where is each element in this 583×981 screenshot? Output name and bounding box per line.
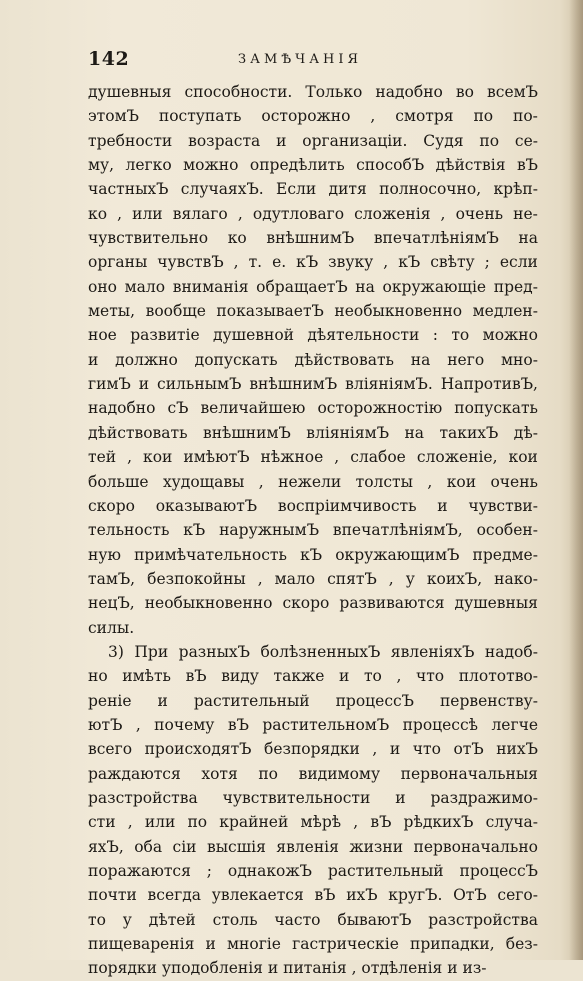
word: кЪ — [296, 253, 319, 272]
word: легче — [491, 715, 538, 734]
word: гимЪ — [88, 375, 131, 394]
word: воспріимчивость — [277, 496, 417, 515]
word: припадки, — [410, 935, 495, 954]
word: случаяхЪ. — [180, 180, 264, 199]
word: и — [437, 496, 448, 515]
word: то — [363, 667, 382, 686]
word: пред- — [493, 277, 538, 296]
word: безпокойны — [147, 569, 246, 588]
word: больше — [88, 472, 149, 491]
word: реніе — [88, 691, 132, 710]
word: кои — [143, 448, 173, 467]
word: При — [134, 642, 169, 661]
word: способности. — [184, 83, 293, 101]
word: всемЪ — [487, 83, 538, 101]
text-line — [88, 250, 538, 274]
word: наружнымЪ — [219, 521, 320, 540]
text-line — [88, 835, 538, 859]
word: очень — [490, 472, 538, 491]
text-line — [88, 226, 538, 250]
text-line — [88, 689, 538, 713]
word: , — [383, 253, 389, 272]
word: этомЪ — [88, 107, 139, 126]
word: , — [353, 813, 359, 832]
text-line — [88, 786, 538, 810]
word: вЪ — [516, 156, 538, 175]
word: , — [117, 204, 123, 223]
word: , — [233, 253, 239, 272]
word: душевныя — [454, 594, 538, 613]
word: необыкновенно — [334, 302, 463, 321]
text-line — [88, 177, 538, 201]
word: мало — [124, 277, 166, 296]
word: дѣ- — [513, 423, 538, 442]
word: ную — [88, 545, 121, 564]
word: тей — [88, 448, 117, 467]
word: раздражимо- — [430, 788, 538, 807]
word: и — [157, 691, 168, 710]
word: также — [273, 667, 325, 686]
word: смотря — [395, 107, 454, 126]
word: е. — [272, 253, 287, 272]
word: явленія — [276, 837, 339, 856]
text-line — [88, 323, 538, 347]
word: и — [395, 788, 406, 807]
word: можно — [482, 326, 538, 345]
text-line — [88, 153, 538, 177]
text-line — [88, 470, 538, 494]
word: органы — [88, 253, 148, 272]
word: обращаетЪ — [256, 277, 348, 296]
word: ко — [227, 229, 247, 248]
word: , — [334, 448, 340, 467]
text-line — [88, 445, 538, 469]
text-line — [88, 396, 538, 420]
word: процессЪ — [459, 862, 538, 880]
word: Если — [276, 180, 317, 199]
word: дѣйствовать — [88, 423, 188, 442]
word: безпорядки — [264, 740, 360, 759]
word: НапротивЪ, — [440, 375, 538, 394]
word: всегда — [147, 886, 202, 905]
text-line — [88, 932, 538, 956]
word: сложенія — [354, 204, 431, 223]
word: сЪ — [167, 399, 189, 418]
text-line — [88, 80, 538, 104]
word: , — [440, 204, 446, 223]
running-head: ЗАМѢЧАНІЯ — [238, 52, 363, 67]
word: Судя — [423, 131, 464, 150]
text-line — [88, 762, 538, 786]
word: поражаются — [88, 862, 191, 880]
word: разстройства — [88, 788, 198, 807]
word: впечатлѣніямЪ, — [332, 521, 463, 540]
word: , — [372, 740, 378, 759]
word: надобно — [375, 83, 443, 101]
word: то — [88, 910, 106, 929]
word: ихЪ — [346, 886, 378, 905]
word: частныхЪ — [88, 180, 169, 199]
word: разстройства — [428, 910, 538, 929]
word: мѣрѣ — [300, 813, 342, 832]
word: 3) — [108, 642, 124, 661]
word: вниманія — [172, 277, 249, 296]
word: оказываютЪ — [155, 496, 258, 515]
word: чувстви- — [468, 496, 538, 515]
page-number: 142 — [88, 48, 130, 70]
text-line — [88, 664, 538, 688]
word: не- — [513, 204, 538, 223]
word: без- — [505, 935, 538, 954]
word: мно- — [501, 350, 538, 369]
word: ютЪ — [88, 715, 123, 734]
word: первоначально — [413, 837, 538, 856]
word: , — [370, 107, 376, 126]
word: толсты — [355, 472, 413, 491]
word: поступать — [158, 107, 242, 126]
word: имѣютЪ — [183, 448, 250, 467]
word: на — [404, 423, 425, 442]
word: осторожно — [261, 107, 351, 126]
word: кои — [508, 448, 538, 467]
text-line — [88, 737, 538, 761]
word: попускать — [454, 399, 538, 418]
word: у — [405, 569, 415, 588]
word: растительный — [327, 862, 444, 880]
text-line — [88, 129, 538, 153]
word: однакожЪ — [227, 862, 312, 880]
word: дитя — [328, 180, 367, 199]
word: у — [122, 910, 132, 929]
word: впечатлѣніямЪ — [373, 229, 499, 248]
word: на — [518, 229, 538, 248]
word: кругЪ. — [388, 886, 443, 905]
word: дѣтей — [148, 910, 196, 929]
word: и — [339, 667, 350, 686]
text-line — [88, 859, 538, 883]
word: и — [276, 131, 287, 150]
word: такихЪ — [439, 423, 499, 442]
word: коихЪ, — [426, 569, 483, 588]
word: дѣятельности — [307, 326, 420, 345]
word: раждаются — [88, 764, 181, 783]
text-line — [88, 518, 538, 542]
text-line — [88, 202, 538, 226]
word: , — [396, 667, 402, 686]
word: по — [258, 764, 279, 783]
word: во — [455, 83, 474, 101]
word: медлен- — [472, 302, 538, 321]
word: требности — [88, 131, 173, 150]
word: , — [257, 569, 263, 588]
word: происходятЪ — [144, 740, 252, 759]
word: по — [479, 131, 500, 150]
text-line — [88, 299, 538, 323]
word: кЪ — [300, 545, 323, 564]
word: высшія — [206, 837, 266, 856]
text-line — [88, 104, 538, 128]
word: видимому — [298, 764, 381, 783]
word: особен- — [476, 521, 538, 540]
word: разныхЪ — [178, 642, 250, 661]
word: кои — [446, 472, 477, 491]
word: кЪ — [183, 521, 206, 540]
word: надоб- — [484, 642, 538, 661]
word: дѣйствія — [435, 156, 506, 175]
word: тамЪ, — [88, 569, 136, 588]
word: развитіе — [130, 326, 200, 345]
word: почему — [154, 715, 215, 734]
text-line — [88, 908, 538, 932]
word: легко — [125, 156, 172, 175]
word: можно — [183, 156, 239, 175]
word: часто — [274, 910, 321, 929]
word: организаціи. — [302, 131, 408, 150]
text-line — [88, 810, 538, 834]
word: се- — [514, 131, 538, 150]
word: на — [410, 350, 431, 369]
word: вліяніямЪ. — [345, 375, 433, 394]
word: очень — [455, 204, 504, 223]
word: душевной — [213, 326, 294, 345]
word: вЪ — [370, 813, 392, 832]
word: ; — [206, 862, 212, 880]
word: крѣп- — [493, 180, 538, 199]
word: имѣть — [122, 667, 171, 686]
word: сіи — [172, 837, 197, 856]
word: растительный — [193, 691, 310, 710]
word: необыкновенно — [144, 594, 273, 613]
text-line — [88, 567, 538, 591]
text-line: порядки уподобленія и питанія , отдѣленія и из- — [88, 959, 487, 978]
word: нако- — [494, 569, 538, 588]
text-line — [88, 883, 538, 907]
word: хотя — [201, 764, 238, 783]
word: или — [132, 204, 163, 223]
word: внѣшнимЪ — [202, 423, 291, 442]
word: надобно — [88, 399, 156, 418]
word: рѣдкихЪ — [403, 813, 474, 832]
word: дѣйствовать — [294, 350, 394, 369]
word: плототво- — [458, 667, 538, 686]
text-line — [88, 543, 538, 567]
word: , — [127, 813, 133, 832]
word: процессЪ — [335, 691, 414, 710]
word: примѣчательность — [134, 545, 287, 564]
word: первоначальныя — [400, 764, 538, 783]
word: и — [88, 350, 99, 369]
word: болѣзненныхЪ — [260, 642, 381, 661]
word: , — [258, 472, 264, 491]
word: него — [447, 350, 485, 369]
text-line — [88, 591, 538, 615]
word: растительномЪ — [262, 715, 390, 734]
word: явленіяхЪ — [390, 642, 475, 661]
word: гастрическіе — [292, 935, 399, 954]
word: виду — [221, 667, 259, 686]
word: увлекается — [211, 886, 304, 905]
word: чувствительно — [88, 229, 209, 248]
text-line — [88, 372, 538, 396]
word: нихЪ — [496, 740, 538, 759]
word: внѣшнимЪ — [266, 229, 355, 248]
page-header — [88, 48, 518, 74]
word: вЪ — [185, 667, 207, 686]
word: и — [205, 935, 216, 954]
word: слабое — [350, 448, 406, 467]
word: на — [355, 277, 375, 296]
word: осторожностію — [317, 399, 443, 418]
word: первенству- — [439, 691, 538, 710]
word: по- — [513, 107, 538, 126]
word: по — [473, 107, 494, 126]
word: вялаго — [172, 204, 228, 223]
word: вообще — [145, 302, 206, 321]
word: оба — [134, 837, 163, 856]
text-line — [88, 348, 538, 372]
word: сти — [88, 813, 116, 832]
word: пищеваренія — [88, 935, 195, 954]
text-line — [88, 275, 538, 299]
word: предме- — [472, 545, 538, 564]
word: что — [412, 740, 441, 759]
word: и — [138, 375, 150, 394]
word: сложеніе, — [416, 448, 498, 467]
word: показываетЪ — [216, 302, 324, 321]
word: скоро — [282, 594, 330, 613]
word: ное — [88, 326, 117, 345]
word: что — [415, 667, 445, 686]
word: скоро — [88, 496, 135, 515]
word: яхЪ, — [88, 837, 124, 856]
word: но — [88, 667, 108, 686]
word: Только — [305, 83, 363, 101]
word: или — [144, 813, 176, 832]
word: почти — [88, 886, 137, 905]
word: , — [427, 472, 433, 491]
word: всего — [88, 740, 133, 759]
word: развиваются — [339, 594, 445, 613]
word: величайшею — [200, 399, 306, 418]
word: , — [237, 204, 243, 223]
word: окружающіе — [382, 277, 487, 296]
word: внѣшнимЪ — [249, 375, 338, 394]
word: кЪ — [398, 253, 421, 272]
word: многіе — [226, 935, 281, 954]
word: оно — [88, 277, 117, 296]
word: чувствЪ — [157, 253, 224, 272]
text-line — [88, 713, 538, 737]
word: , — [135, 715, 141, 734]
word: опредѣлить — [249, 156, 345, 175]
word: жизни — [349, 837, 404, 856]
word: нѣжное — [260, 448, 324, 467]
page-edge-shadow — [569, 0, 583, 960]
word: случа- — [485, 813, 538, 832]
word: сильнымЪ — [157, 375, 242, 394]
body-text — [88, 80, 538, 981]
text-line: силы. — [88, 618, 135, 637]
word: бываютЪ — [337, 910, 412, 929]
text-line — [88, 494, 538, 518]
word: чувствительности — [222, 788, 371, 807]
word: му, — [88, 156, 115, 175]
word: худощавы — [162, 472, 245, 491]
word: одутловаго — [252, 204, 345, 223]
word: вліяніямЪ — [306, 423, 390, 442]
word: вЪ — [314, 886, 336, 905]
word: ко — [88, 204, 108, 223]
word: ; — [484, 253, 490, 272]
word: душевныя — [88, 83, 172, 101]
word: окружающимЪ — [335, 545, 460, 564]
word: полносочно, — [379, 180, 482, 199]
word: сего- — [497, 886, 538, 905]
word: способЪ — [356, 156, 425, 175]
word: мало — [274, 569, 316, 588]
word: звуку — [328, 253, 374, 272]
word: ОтЪ — [453, 886, 487, 905]
word: нецЪ, — [88, 594, 135, 613]
word: отЪ — [453, 740, 484, 759]
word: меты, — [88, 302, 136, 321]
word: , — [388, 569, 394, 588]
word: должно — [115, 350, 178, 369]
word: процессѣ — [402, 715, 479, 734]
text-line — [88, 640, 538, 664]
word: и — [389, 740, 401, 759]
word: возраста — [188, 131, 261, 150]
text-line — [88, 421, 538, 445]
word: т. — [248, 253, 263, 272]
word: вЪ — [227, 715, 249, 734]
word: : — [432, 326, 438, 345]
word: , — [127, 448, 133, 467]
word: по — [187, 813, 208, 832]
word: допускать — [194, 350, 278, 369]
word: то — [451, 326, 470, 345]
word: столь — [212, 910, 258, 929]
word: если — [499, 253, 538, 272]
word: нежели — [278, 472, 342, 491]
word: спятЪ — [327, 569, 377, 588]
word: свѣту — [430, 253, 475, 272]
word: тельность — [88, 521, 170, 540]
word: крайней — [219, 813, 289, 832]
